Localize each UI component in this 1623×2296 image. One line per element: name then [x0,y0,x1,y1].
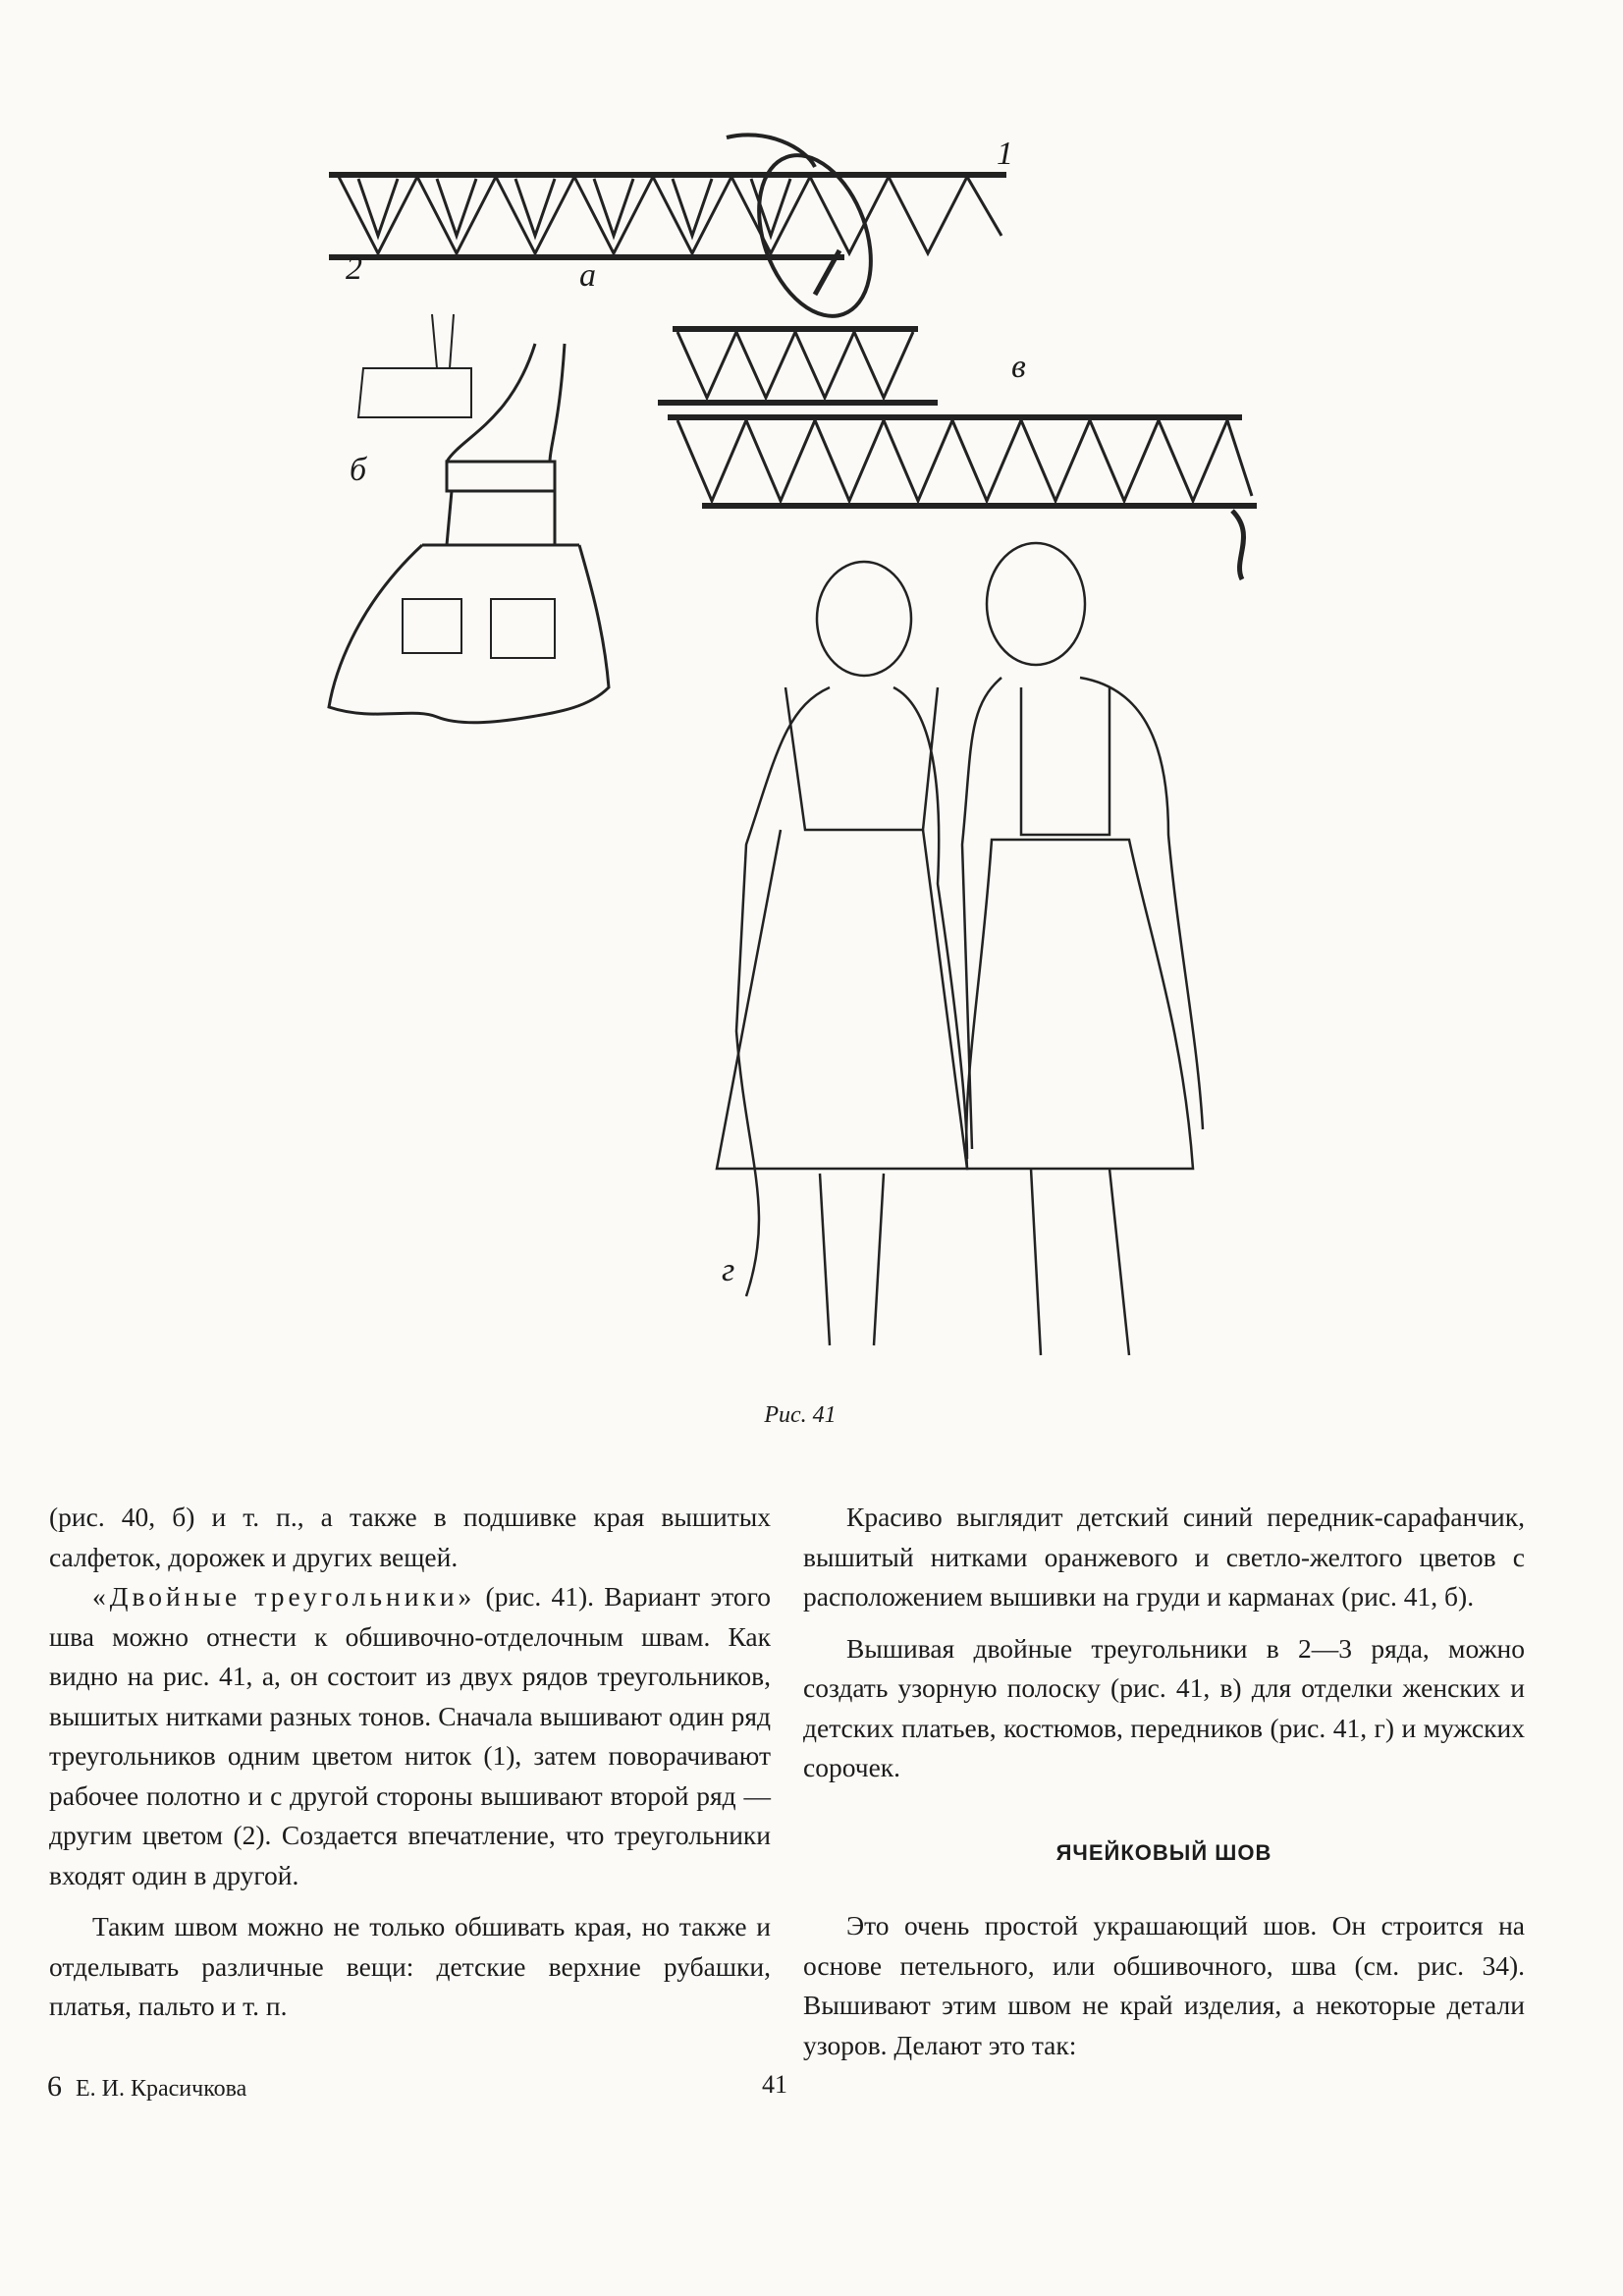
stitch-band-a [329,135,1006,331]
label-1: 1 [997,136,1013,172]
author-name: Е. И. Красичкова [76,2076,247,2102]
signature-number: 6 [47,2070,62,2103]
left-column [49,1498,771,2027]
right-paragraph-3: Это очень простой украшающий шов. Он строится на основе петельного, или обшивочного, шва (см. рис. 34). Вышивают этим швом не край изделия, а некоторые детали узоров. Делают это так: [803,1910,1525,2060]
double-triangles-term: «Двойные треугольники» [92,1581,476,1612]
figure-caption: Рис. 41 [764,1402,837,1428]
right-paragraph-1: Красиво выглядит детский синий передник-сарафанчик, вышитый нитками оранжевого и светло-желтого цветов с расположением вышивки на груди и карманах (рис. 41, б). [803,1502,1525,1612]
left-paragraph-1: (рис. 40, б) и т. п., а также в подшивке края вышитых салфеток, дорожек и других вещей. [49,1502,771,1572]
left-paragraph-3: Таким швом можно не только обшивать края, но также и отделывать различные вещи: детские верхние рубашки, платья, пальто и т. п. [49,1911,771,2021]
page-number: 41 [762,2070,787,2099]
label-a: а [579,257,596,294]
left-paragraph-2 [49,1577,771,1895]
label-g: г [722,1252,735,1288]
apron-illustration-b [329,314,609,723]
left-paragraph-2-body: (рис. 41). Вариант этого шва можно отнести к обшивочно-отделочным швам. Как видно на рис. 41, а, он состоит из двух рядов треугольников, вышитых нитками разных тонов. Сначала вышивают один ряд треугольников одним цветом ниток (1), затем поворачивают рабочее полотно и с другой стороны вышивают второй ряд — другим цветом (2). Создается впечатление, что треугольники входят один в другой. [49,1581,771,1890]
section-heading: ЯЧЕЙКОВЫЙ ШОВ [1055,1839,1272,1865]
right-column [803,1498,1525,2065]
women-illustration-g [717,543,1203,1355]
right-paragraph-2: Вышивая двойные треугольники в 2—3 ряда, можно создать узорную полоску (рис. 41, в) для отделки женских и детских платьев, костюмов, передников (рис. 41, г) и мужских сорочек. [803,1632,1525,1782]
label-v: в [1011,349,1026,385]
label-b: б [350,452,367,488]
footer-signature [47,2070,246,2104]
stitch-band-v [658,329,1257,579]
label-2: 2 [346,250,362,287]
